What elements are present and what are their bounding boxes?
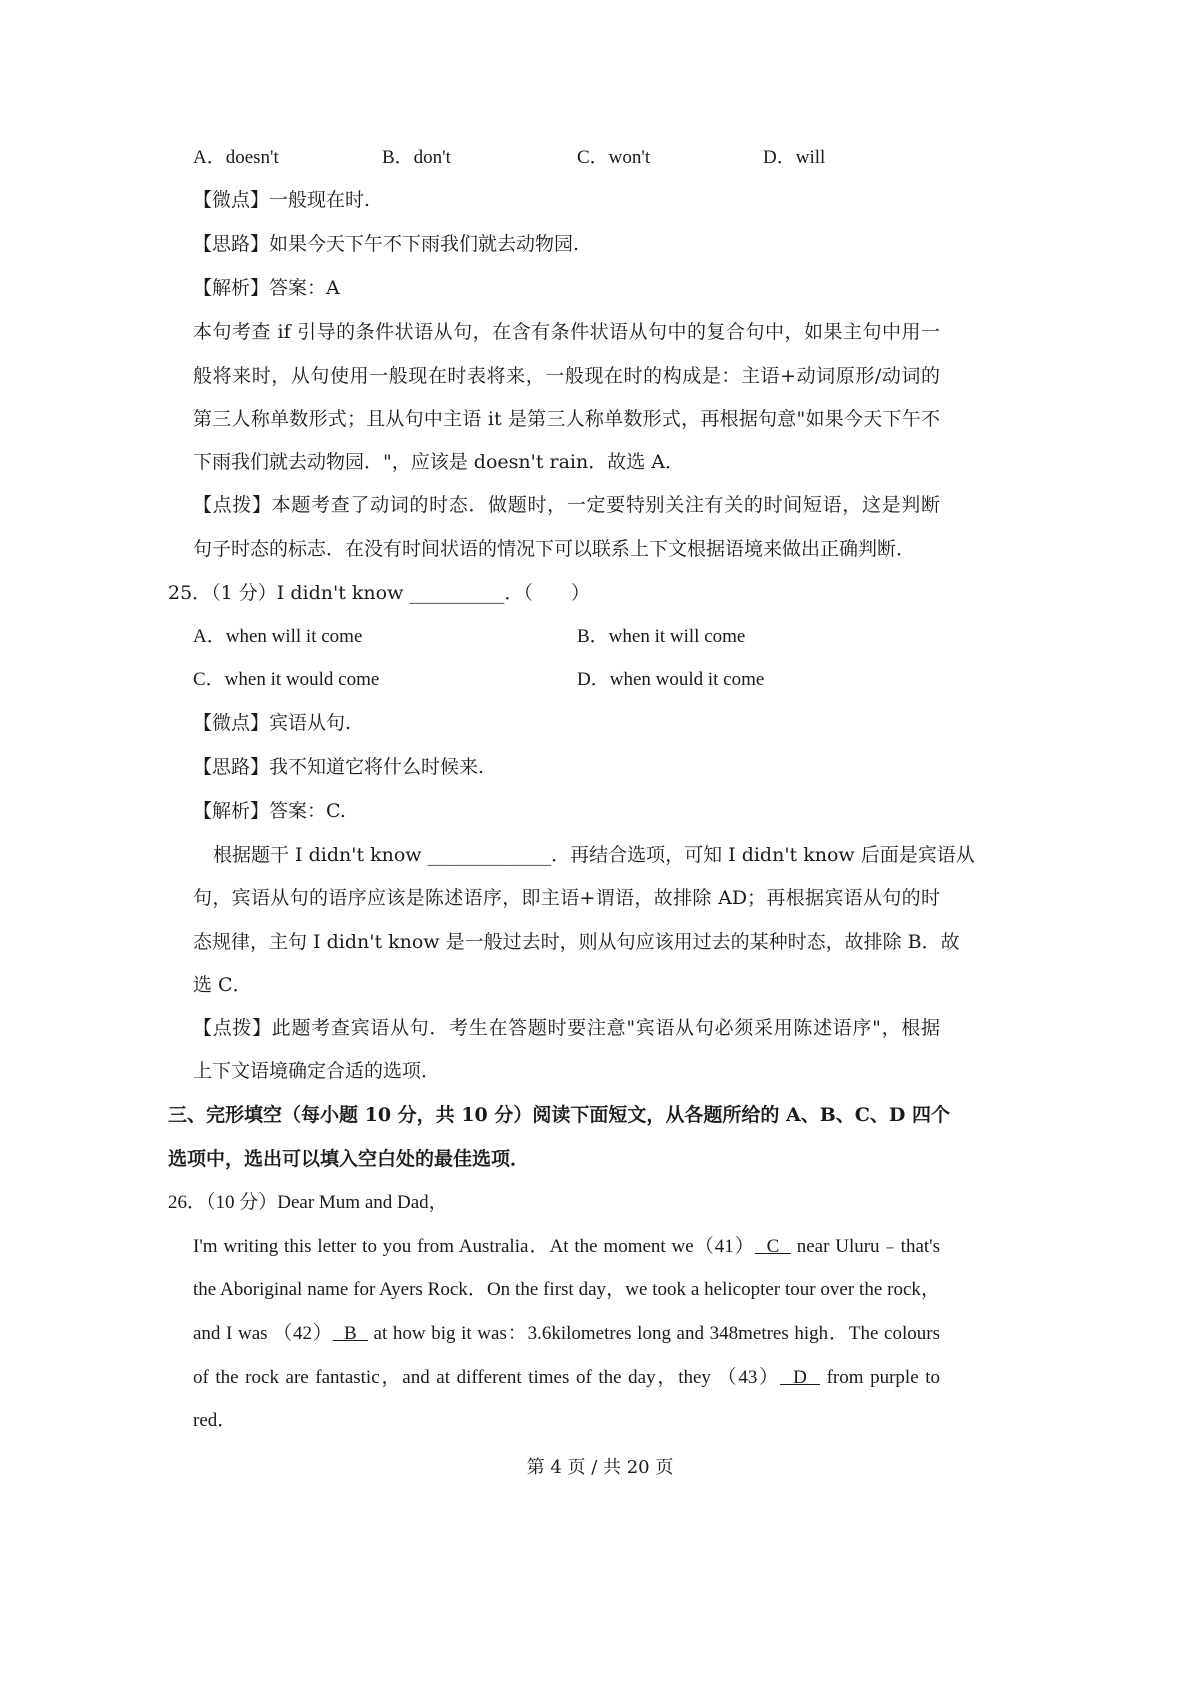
q26-text: and I was （42） bbox=[193, 1323, 333, 1344]
q24-dianbo-line: 句子时态的标志．在没有时间状语的情况下可以联系上下文根据语境来做出正确判断． bbox=[193, 538, 916, 560]
q25-jiexi-text: 根据题干 I didn't know _____________．再结合选项，可知 I didn't know 后面是宾语从 bbox=[213, 844, 975, 866]
q24-option-b: B．don't bbox=[382, 147, 451, 168]
q26-stem: 26．（10 分）Dear Mum and Dad， bbox=[168, 1192, 448, 1213]
q24-jiexi-text: 本句考查 if 引导的条件状语从句，在含有条件状语从句中的复合句中，如果主句中用一 bbox=[193, 321, 940, 343]
q26-text: I'm writing this letter to you from Australia．At the moment we（41） bbox=[193, 1236, 755, 1257]
q26-passage-line: red． bbox=[193, 1410, 237, 1431]
page-footer: 第 4 页 / 共 20 页 bbox=[526, 1457, 674, 1478]
q24-jiexi-text: 第三人称单数形式；且从句中主语 it 是第三人称单数形式，再根据句意"如果今天下午不 bbox=[193, 408, 940, 430]
q26-passage-line bbox=[193, 1235, 940, 1259]
q25-option-b: B．when it will come bbox=[577, 626, 746, 647]
q26-passage-line bbox=[193, 1366, 940, 1390]
q24-jiexi-line: 下雨我们就去动物园．"，应该是 doesn't rain．故选 A． bbox=[193, 451, 684, 473]
q26-text: from purple to bbox=[820, 1367, 940, 1388]
q25-silu: 【思路】我不知道它将什么时候来. bbox=[193, 756, 485, 778]
q24-jiexi-text: 般将来时，从句使用一般现在时表将来，一般现在时的构成是：主语+动词原形/动词的 bbox=[193, 365, 940, 387]
section3-heading-text: 三、完形填空（每小题 10 分，共 10 分）阅读下面短文，从各题所给的 A、B、C、D 四个 bbox=[168, 1104, 950, 1126]
q24-option-c: C．won't bbox=[577, 147, 651, 168]
q26-blank-43: D bbox=[779, 1367, 821, 1388]
q25-option-a: A．when will it come bbox=[193, 626, 363, 647]
q25-jiexi-head: 【解析】答案：C. bbox=[193, 800, 346, 822]
q26-passage-line bbox=[193, 1322, 940, 1346]
q24-silu: 【思路】如果今天下午不下雨我们就去动物园. bbox=[193, 233, 580, 255]
q26-blank-42: B bbox=[332, 1323, 368, 1344]
q25-jiexi-text: 态规律，主句 I didn't know 是一般过去时，则从句应该用过去的某种时态，故排除 B．故 bbox=[193, 931, 960, 953]
q25-option-d: D．when would it come bbox=[577, 669, 765, 690]
q25-dianbo-text: 【点拨】此题考查宾语从句．考生在答题时要注意"宾语从句必须采用陈述语序"，根据 bbox=[193, 1017, 940, 1039]
q25-weidian: 【微点】宾语从句. bbox=[193, 712, 352, 734]
q25-option-c: C．when it would come bbox=[193, 669, 380, 690]
q24-option-d: D．will bbox=[763, 147, 826, 168]
q24-dianbo-text: 【点拨】本题考查了动词的时态．做题时，一定要特别关注有关的时间短语，这是判断 bbox=[193, 494, 940, 516]
q25-dianbo-line: 上下文语境确定合适的选项． bbox=[193, 1060, 441, 1082]
q24-option-a: A．doesn't bbox=[193, 147, 279, 168]
q26-text: at how big it was：3.6kilometres long and 348metres high．The colours bbox=[367, 1323, 940, 1344]
q26-blank-41: C bbox=[754, 1236, 791, 1257]
q24-weidian: 【微点】一般现在时. bbox=[193, 189, 371, 211]
q25-stem: 25．（1 分）I didn't know __________．（ ） bbox=[168, 582, 590, 604]
q26-text: the Aboriginal name for Ayers Rock．On the first day，we took a helicopter tour over the rock， bbox=[193, 1279, 940, 1300]
section3-heading-line: 选项中，选出可以填入空白处的最佳选项． bbox=[168, 1148, 530, 1170]
q26-text: near Uluru﹣that's bbox=[790, 1236, 940, 1257]
q25-jiexi-line: 选 C． bbox=[193, 974, 252, 996]
q25-jiexi-text: 句，宾语从句的语序应该是陈述语序，即主语+谓语，故排除 AD；再根据宾语从句的时 bbox=[193, 887, 940, 909]
q26-text: of the rock are fantastic，and at different times of the day，they （43） bbox=[193, 1367, 780, 1388]
q24-jiexi-head: 【解析】答案：A bbox=[193, 277, 340, 299]
